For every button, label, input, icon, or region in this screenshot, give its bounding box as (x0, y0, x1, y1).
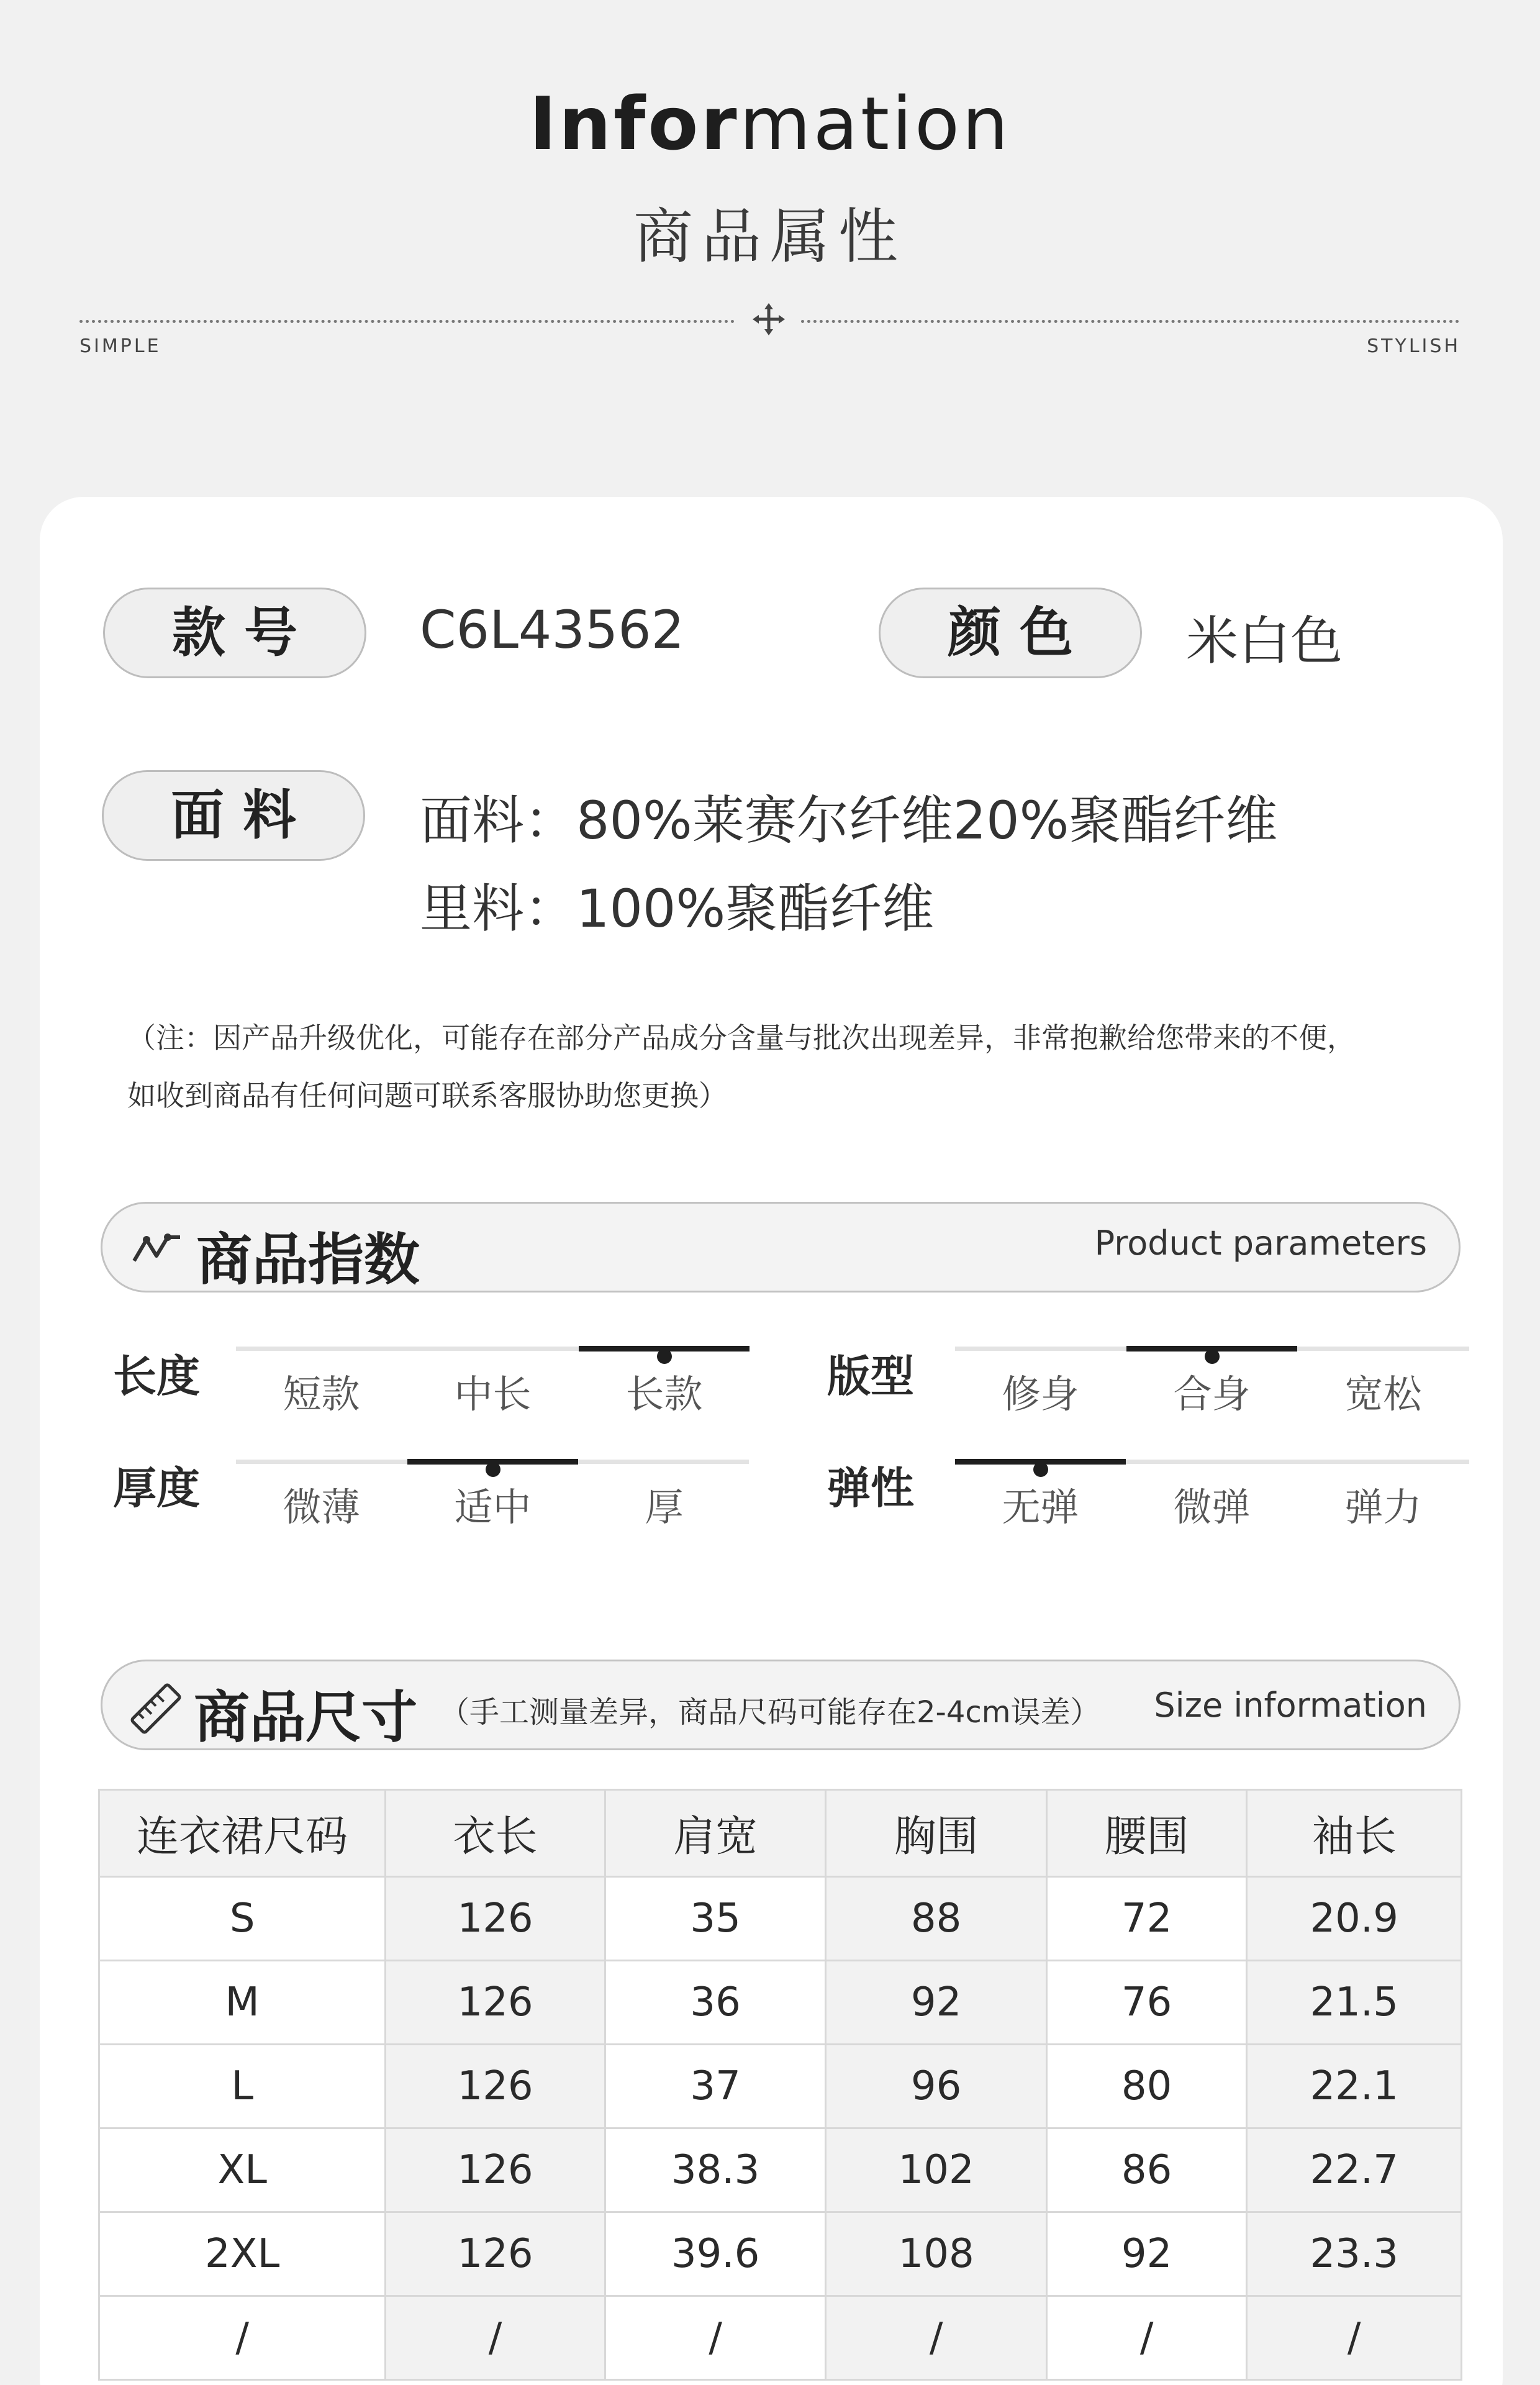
column-header: 腰围 (1046, 1790, 1247, 1877)
column-header: 肩宽 (605, 1790, 826, 1877)
table-cell: 92 (1046, 2212, 1247, 2296)
table-cell: 2XL (99, 2212, 386, 2296)
table-cell: 37 (605, 2045, 826, 2128)
table-cell: / (826, 2296, 1047, 2380)
style-no-value: C6L43562 (420, 599, 685, 660)
product-size-english: Size information (1154, 1686, 1427, 1725)
scale-option: 宽松 (1344, 1371, 1422, 1417)
scale-option: 长款 (625, 1371, 703, 1417)
column-header: 衣长 (386, 1790, 605, 1877)
table-cell: L (99, 2045, 386, 2128)
table-row (99, 2045, 1462, 2128)
scale-dot-length (657, 1349, 672, 1364)
table-cell: 102 (826, 2128, 1047, 2212)
note-line-1: （注：因产品升级优化，可能存在部分产品成分含量与批次出现差异，非常抱歉给您带来的不便， (127, 1021, 1356, 1055)
column-header: 袖长 (1247, 1790, 1462, 1877)
table-row (99, 1877, 1462, 1961)
title-bold-part: Infor (529, 81, 740, 166)
table-row (99, 2296, 1462, 2380)
column-header: 胸围 (826, 1790, 1047, 1877)
scale-option: 合身 (1173, 1371, 1251, 1417)
fabric-line-1: 面料：80%莱赛尔纤维20%聚酯纤维 (420, 790, 1278, 851)
column-header: 连衣裙尺码 (99, 1790, 386, 1877)
scale-option: 厚 (645, 1484, 684, 1530)
table-cell: 86 (1046, 2128, 1247, 2212)
table-cell: / (1046, 2296, 1247, 2380)
style-no-pill: 款号 (103, 588, 366, 678)
product-index-english: Product parameters (1094, 1224, 1427, 1263)
table-cell: 126 (386, 1961, 605, 2045)
table-cell: 88 (826, 1877, 1047, 1961)
scale-option: 微弹 (1173, 1484, 1251, 1530)
table-cell: 126 (386, 2212, 605, 2296)
table-header-row (99, 1790, 1462, 1877)
fabric-line-2: 里料：100%聚酯纤维 (420, 878, 935, 939)
table-cell: 76 (1046, 1961, 1247, 2045)
scale-dot-thickness (486, 1462, 500, 1477)
scale-option: 无弹 (1002, 1484, 1079, 1530)
simple-label: SIMPLE (79, 335, 161, 357)
table-cell: / (1247, 2296, 1462, 2380)
table-cell: 20.9 (1247, 1877, 1462, 1961)
scale-label-length: 长度 (113, 1351, 200, 1402)
size-table (98, 1789, 1462, 2381)
scale-option: 微薄 (283, 1484, 360, 1530)
table-cell: 23.3 (1247, 2212, 1462, 2296)
table-cell: S (99, 1877, 386, 1961)
scale-option: 短款 (283, 1371, 360, 1417)
scale-label-elasticity: 弹性 (827, 1463, 914, 1514)
scale-label-thickness: 厚度 (113, 1463, 200, 1514)
table-row (99, 2212, 1462, 2296)
table-cell: / (605, 2296, 826, 2380)
scale-option: 弹力 (1344, 1484, 1422, 1530)
title-regular-part: mation (739, 81, 1011, 166)
table-cell: 80 (1046, 2045, 1247, 2128)
table-row (99, 1961, 1462, 2045)
product-size-subtitle: （手工测量差异，商品尺码可能存在2-4cm误差） (440, 1695, 1100, 1730)
color-pill: 颜色 (879, 588, 1142, 678)
table-cell: 22.7 (1247, 2128, 1462, 2212)
note-line-2: 如收到商品有任何问题可联系客服协助您更换） (127, 1079, 727, 1112)
table-row (99, 2128, 1462, 2212)
table-cell: 21.5 (1247, 1961, 1462, 2045)
scale-dot-elasticity (1033, 1462, 1048, 1477)
scale-option: 适中 (454, 1484, 532, 1530)
color-value: 米白色 (1186, 611, 1343, 671)
table-cell: 96 (826, 2045, 1047, 2128)
table-cell: 39.6 (605, 2212, 826, 2296)
table-cell: 36 (605, 1961, 826, 2045)
table-cell: 92 (826, 1961, 1047, 2045)
divider-left (79, 320, 735, 323)
stylish-label: STYLISH (1367, 335, 1461, 357)
table-cell: 22.1 (1247, 2045, 1462, 2128)
ruler-icon (128, 1681, 184, 1737)
fabric-pill: 面料 (102, 770, 365, 861)
table-cell: 72 (1046, 1877, 1247, 1961)
product-index-title: 商品指数 (196, 1227, 420, 1292)
divider-right (801, 320, 1459, 323)
table-cell: / (386, 2296, 605, 2380)
table-cell: 38.3 (605, 2128, 826, 2212)
table-cell: 126 (386, 2128, 605, 2212)
table-cell: / (99, 2296, 386, 2380)
table-cell: XL (99, 2128, 386, 2212)
page-title-english (0, 81, 1540, 166)
scale-option: 中长 (454, 1371, 532, 1417)
table-cell: 35 (605, 1877, 826, 1961)
scale-option: 修身 (1002, 1371, 1079, 1417)
table-cell: 126 (386, 2045, 605, 2128)
trend-line-icon (130, 1229, 184, 1267)
scale-label-fit: 版型 (827, 1351, 914, 1402)
table-cell: 108 (826, 2212, 1047, 2296)
table-cell: 126 (386, 1877, 605, 1961)
page-title-chinese: 商品属性 (633, 202, 907, 271)
table-cell: M (99, 1961, 386, 2045)
product-size-title: 商品尺寸 (194, 1685, 417, 1750)
cross-arrows-icon (751, 302, 786, 337)
scale-dot-fit (1205, 1349, 1220, 1364)
